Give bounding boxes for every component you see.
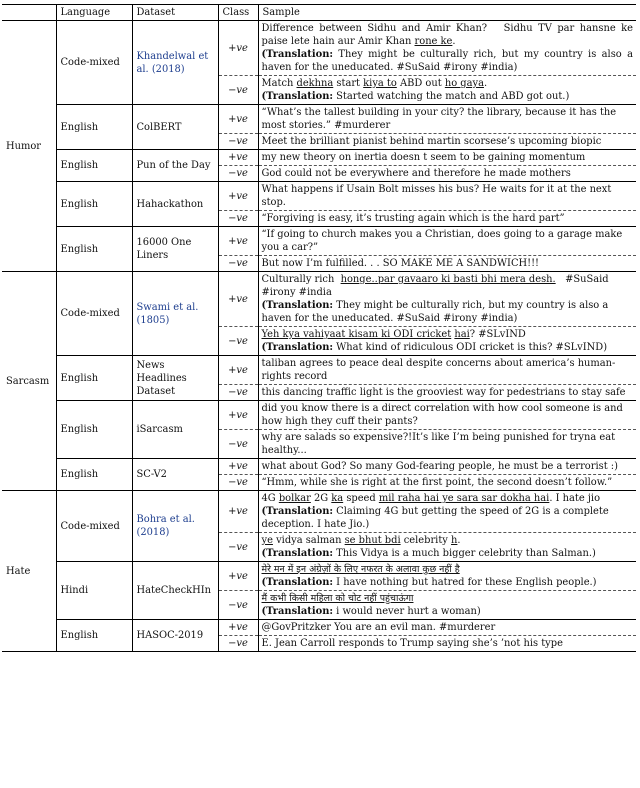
sample-text: this dancing traffic light is the grooviest way for pedestrians to stay safe bbox=[258, 385, 636, 401]
translation-text: What kind of ridiculous ODI cricket is this? #SLvIND) bbox=[336, 342, 608, 353]
class-negative: −ve bbox=[218, 385, 258, 401]
class-negative: −ve bbox=[218, 166, 258, 182]
class-negative: −ve bbox=[218, 134, 258, 150]
sample-text: Culturally rich bbox=[261, 274, 335, 285]
sample-cell bbox=[258, 327, 636, 356]
sample-text: But now I’m fulfilled. . . SO MAKE ME A SANDWICH!!! bbox=[258, 256, 636, 272]
sample-text: मेरे मन में इन अंग्रेज़ों के लिए नफरत के अलावा कुछ नहीं है bbox=[261, 564, 460, 575]
dataset-sc-v2: SC-V2 bbox=[132, 459, 218, 491]
translation-text: I have nothing but hatred for these English people.) bbox=[336, 577, 597, 588]
table-row bbox=[2, 562, 636, 591]
language-cell: Code-mixed bbox=[56, 272, 132, 356]
sample-text: Match bbox=[261, 78, 294, 89]
translation-label: (Translation: bbox=[261, 548, 334, 559]
sample-text: why are salads so expensive?!It’s like I’m being punished for tryna eat healthy... bbox=[258, 430, 636, 459]
sample-text: What happens if Usain Bolt misses his bus? He waits for it at the next stop. bbox=[258, 182, 636, 211]
language-cell: English bbox=[56, 150, 132, 182]
translation-label: (Translation: bbox=[261, 91, 334, 102]
class-positive: +ve bbox=[218, 620, 258, 636]
sample-text: dekhna bbox=[296, 78, 334, 89]
class-negative: −ve bbox=[218, 327, 258, 356]
dataset-samples-table bbox=[2, 4, 636, 652]
sample-text: ? #SLvIND bbox=[469, 329, 526, 340]
header-category bbox=[2, 5, 56, 21]
sample-cell bbox=[258, 76, 636, 105]
header-dataset: Dataset bbox=[132, 5, 218, 21]
table-row bbox=[2, 401, 636, 430]
class-negative: −ve bbox=[218, 76, 258, 105]
translation-text: i would never hurt a woman) bbox=[336, 606, 481, 617]
language-cell: Hindi bbox=[56, 562, 132, 620]
translation-text: They might be culturally rich, but my country is also a haven for the uneducated. #SuSaid #irony #india) bbox=[261, 300, 609, 324]
language-cell: English bbox=[56, 356, 132, 401]
sample-cell bbox=[258, 562, 636, 591]
class-positive: +ve bbox=[218, 459, 258, 475]
translation-label: (Translation: bbox=[261, 606, 334, 617]
sample-text: . I hate jio bbox=[549, 493, 601, 504]
sample-text: . bbox=[457, 535, 461, 546]
sample-text: . bbox=[483, 78, 488, 89]
sample-text: “Hmm, while she is right at the first point, the second doesn’t follow.” bbox=[258, 475, 636, 491]
sample-text: “What’s the tallest building in your city? the library, because it has the most stories.” #murderer bbox=[258, 105, 636, 134]
table-row bbox=[2, 105, 636, 134]
translation-text: This Vidya is a much bigger celebrity than Salman.) bbox=[336, 548, 596, 559]
table-row bbox=[2, 182, 636, 211]
sample-text: ABD out bbox=[399, 78, 442, 89]
sample-text: “Forgiving is easy, it’s trusting again which is the hard part” bbox=[258, 211, 636, 227]
class-negative: −ve bbox=[218, 475, 258, 491]
dataset-hahackathon: Hahackathon bbox=[132, 182, 218, 227]
sample-text: @GovPritzker You are an evil man. #murderer bbox=[258, 620, 636, 636]
sample-text: what about God? So many God-fearing people, he must be a terrorist :) bbox=[258, 459, 636, 475]
class-positive: +ve bbox=[218, 182, 258, 211]
translation-text: They might be culturally rich, but my country is also a haven for the uneducated. #SuSaid #irony #india) bbox=[261, 49, 633, 73]
sample-text: 4G bbox=[261, 493, 276, 504]
class-negative: −ve bbox=[218, 591, 258, 620]
class-positive: +ve bbox=[218, 21, 258, 76]
class-negative: −ve bbox=[218, 430, 258, 459]
sample-cell bbox=[258, 591, 636, 620]
sample-text: speed bbox=[346, 493, 376, 504]
sample-text: my new theory on inertia doesn t seem to be gaining momentum bbox=[258, 150, 636, 166]
language-cell: Code-mixed bbox=[56, 491, 132, 562]
dataset-bohra: Bohra et al. (2018) bbox=[132, 491, 218, 562]
sample-text: Meet the brilliant pianist behind martin scorsese’s upcoming biopic bbox=[258, 134, 636, 150]
translation-label: (Translation: bbox=[261, 300, 334, 311]
table-row bbox=[2, 227, 636, 256]
language-cell: English bbox=[56, 227, 132, 272]
dataset-news-headlines: News Headlines Dataset bbox=[132, 356, 218, 401]
language-cell: English bbox=[56, 620, 132, 652]
dataset-swami: Swami et al. (1805) bbox=[132, 272, 218, 356]
class-positive: +ve bbox=[218, 491, 258, 533]
class-positive: +ve bbox=[218, 150, 258, 166]
sample-text: ye bbox=[261, 535, 273, 546]
sample-text: mil raha hai ye sara sar dokha hai bbox=[378, 493, 550, 504]
class-negative: −ve bbox=[218, 256, 258, 272]
class-negative: −ve bbox=[218, 636, 258, 652]
translation-text: Started watching the match and ABD got out.) bbox=[336, 91, 570, 102]
header-sample: Sample bbox=[258, 5, 636, 21]
sample-text: ka bbox=[331, 493, 344, 504]
dataset-one-liners: 16000 One Liners bbox=[132, 227, 218, 272]
table-row bbox=[2, 150, 636, 166]
sample-text: bolkar bbox=[278, 493, 311, 504]
table-row bbox=[2, 272, 636, 327]
class-positive: +ve bbox=[218, 227, 258, 256]
table-row bbox=[2, 21, 636, 76]
sample-text: “If going to church makes you a Christian, does going to a garage make you a car?” bbox=[258, 227, 636, 256]
sample-text: God could not be everywhere and therefore he made mothers bbox=[258, 166, 636, 182]
sample-text: rone ke bbox=[414, 36, 453, 47]
sample-text: ho gaya bbox=[444, 78, 484, 89]
dataset-colbert: ColBERT bbox=[132, 105, 218, 150]
table-row bbox=[2, 356, 636, 385]
sample-text: taliban agrees to peace deal despite concerns about america’s human-rights record bbox=[258, 356, 636, 385]
sample-text: #SuSaid #irony #india bbox=[261, 274, 609, 298]
dataset-hasoc: HASOC-2019 bbox=[132, 620, 218, 652]
language-cell: English bbox=[56, 401, 132, 459]
class-positive: +ve bbox=[218, 105, 258, 134]
category-sarcasm: Sarcasm bbox=[2, 272, 56, 491]
sample-text: . bbox=[452, 36, 456, 47]
sample-cell bbox=[258, 272, 636, 327]
translation-label: (Translation: bbox=[261, 577, 334, 588]
class-positive: +ve bbox=[218, 401, 258, 430]
table-row bbox=[2, 491, 636, 533]
language-cell: English bbox=[56, 105, 132, 150]
dataset-isarcasm: iSarcasm bbox=[132, 401, 218, 459]
language-cell: English bbox=[56, 182, 132, 227]
sample-text: kiya to bbox=[363, 78, 397, 89]
sample-text: honge..par gavaaro ki basti bhi mera desh. bbox=[340, 274, 556, 285]
table-row bbox=[2, 620, 636, 636]
sample-cell bbox=[258, 21, 636, 76]
category-humor: Humor bbox=[2, 21, 56, 272]
translation-label: (Translation: bbox=[261, 49, 334, 60]
class-positive: +ve bbox=[218, 562, 258, 591]
language-cell: Code-mixed bbox=[56, 21, 132, 105]
sample-cell bbox=[258, 491, 636, 533]
sample-text: h bbox=[451, 535, 458, 546]
translation-label: (Translation: bbox=[261, 342, 334, 353]
translation-text: Claiming 4G but getting the speed of 2G is a complete deception. I hate Jio.) bbox=[261, 506, 609, 530]
category-hate: Hate bbox=[2, 491, 56, 652]
sample-text: hai bbox=[454, 329, 470, 340]
header-class: Class bbox=[218, 5, 258, 21]
sample-text: मैं कभी किसी महिला को चोट नहीं पहुंचाऊंगा bbox=[261, 593, 414, 604]
translation-label: (Translation: bbox=[261, 506, 334, 517]
dataset-khandelwal: Khandelwal et al. (2018) bbox=[132, 21, 218, 105]
class-positive: +ve bbox=[218, 356, 258, 385]
class-negative: −ve bbox=[218, 211, 258, 227]
sample-text: E. Jean Carroll responds to Trump saying she’s ’not his type bbox=[258, 636, 636, 652]
sample-text: vidya salman bbox=[276, 535, 342, 546]
dataset-pun-of-the-day: Pun of the Day bbox=[132, 150, 218, 182]
dataset-hatecheckhin: HateCheckHIn bbox=[132, 562, 218, 620]
sample-text: start bbox=[336, 78, 361, 89]
sample-text: Sidhu TV par hansne ke paise lete hain aur Amir Khan bbox=[261, 23, 633, 47]
sample-text: Difference between Sidhu and Amir Khan? bbox=[261, 23, 488, 34]
table-row bbox=[2, 459, 636, 475]
sample-text: se bhut bdi bbox=[344, 535, 401, 546]
language-cell: English bbox=[56, 459, 132, 491]
table-header-row bbox=[2, 5, 636, 21]
sample-text: Yeh kya vahiyaat kisam ki ODI cricket bbox=[261, 329, 452, 340]
class-negative: −ve bbox=[218, 533, 258, 562]
sample-text: 2G bbox=[313, 493, 329, 504]
header-language: Language bbox=[56, 5, 132, 21]
sample-cell bbox=[258, 533, 636, 562]
sample-text: did you know there is a direct correlation with how cool someone is and how high they cuff their pants? bbox=[258, 401, 636, 430]
sample-text: celebrity bbox=[403, 535, 448, 546]
class-positive: +ve bbox=[218, 272, 258, 327]
